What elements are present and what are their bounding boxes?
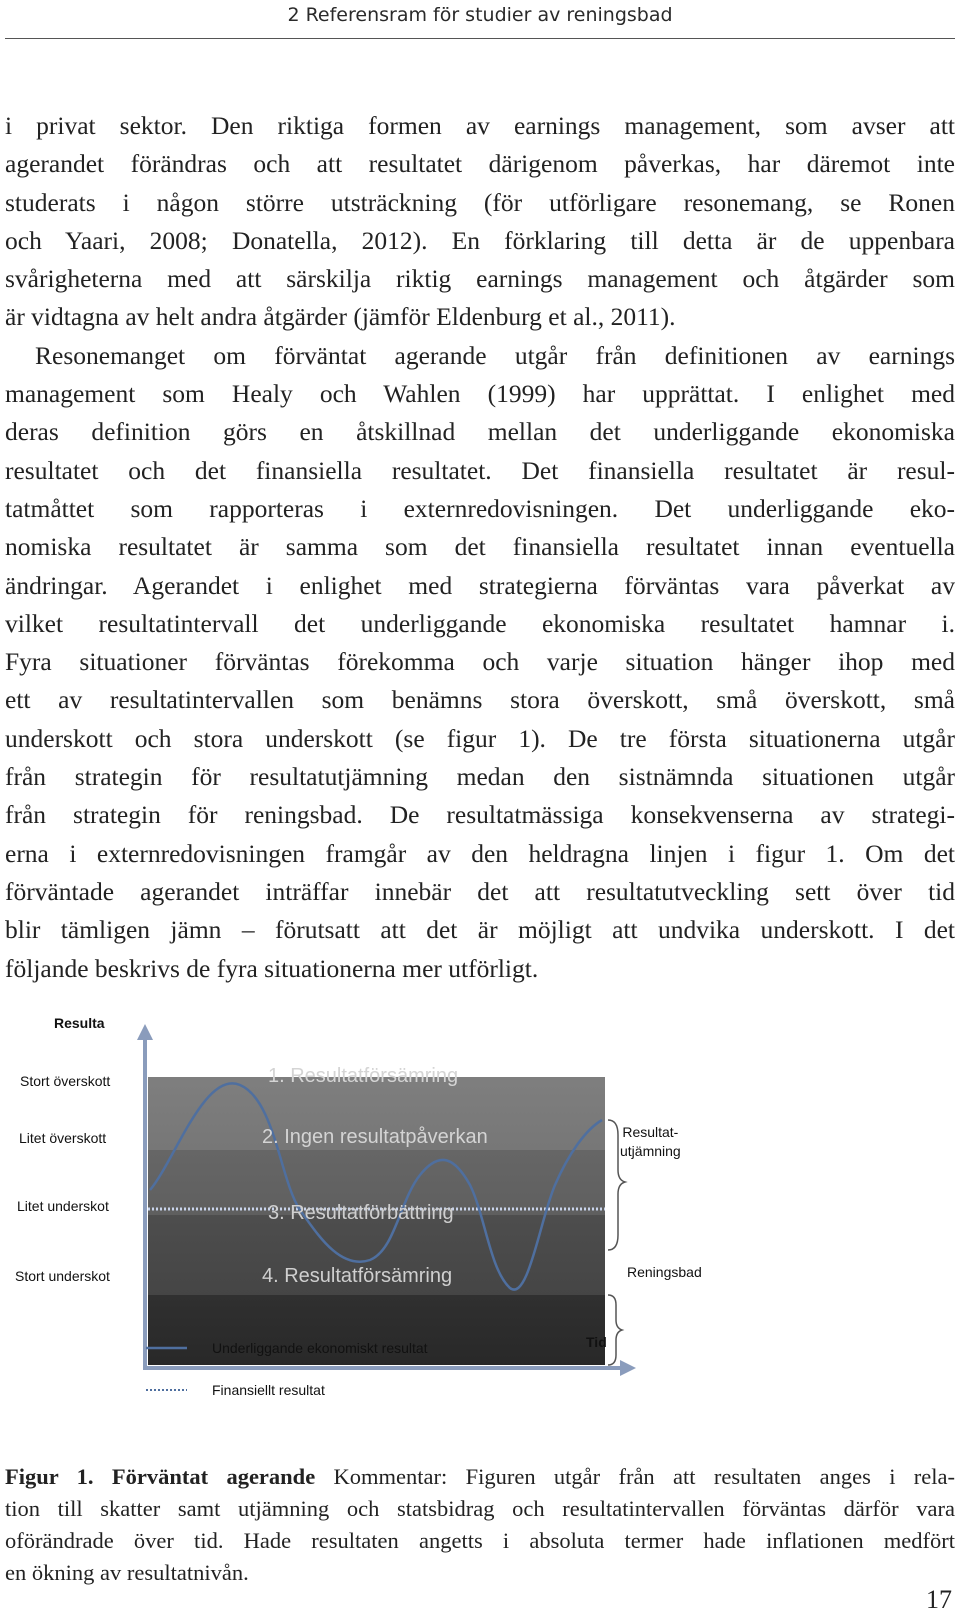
y-level-label: Stort överskott [20,1073,111,1089]
text-line: och Yaari, 2008; Donatella, 2012). En förklaring till detta är de uppenbara [5,225,955,255]
caption-line: en ökning av resultatnivån. [5,1560,249,1585]
big-bath-label: Reningsbad [627,1264,702,1280]
text-line: svårigheterna med att särskilja riktig earnings management och åtgärder som [5,264,955,294]
y-axis-label: Resulta [54,1015,105,1031]
caption-label: Figur 1. Förväntat agerande [5,1464,316,1489]
text-line: Fyra situationer förväntas förekomma och varje situation hänger ihop med [5,647,955,677]
text-line: resultatet och det finansiella resultatet. Det finansiella resultatet är resul- [5,455,955,485]
big-bath-brace [608,1295,622,1365]
y-level-label: Stort underskot [15,1268,110,1284]
y-level-label: Litet överskott [19,1130,107,1146]
band-label: 4. Resultatförsämring [262,1265,453,1287]
figure-caption [5,1461,955,1589]
text-line: i privat sektor. Den riktiga formen av earnings management, som avser att [5,111,955,140]
x-axis-label: Tid [586,1334,607,1350]
caption-line [5,1461,955,1493]
page-number: 17 [926,1585,952,1614]
text-line: underskott och stora underskott (se figur 1). De tre första situationerna utgår [5,723,955,753]
legend-dotted-label: Finansiellt resultat [212,1382,325,1398]
running-header: 2 Referensram för studier av reningsbad [287,4,673,26]
text-line: följande beskrivs de fyra situationerna mer utförligt. [5,953,539,983]
text-line: erna i externredovisningen framgår av den heldragna linjen i figur 1. Om det [5,838,955,868]
text-line: är vidtagna av helt andra åtgärder (jämför Eldenburg et al., 2011). [5,302,676,332]
band-label: 2. Ingen resultatpåverkan [262,1126,488,1148]
smoothing-label-line: Resultat- [622,1124,679,1140]
smoothing-label-line: utjämning [620,1143,681,1159]
caption-line: oförändrade över tid. Hade resultaten angetts i absoluta termer hade inflationen medfört [5,1528,955,1553]
text-line: ett av resultatintervallen som benämns stora överskott, små överskott, små [5,685,955,715]
paragraph-2 [5,337,955,988]
text-line: tatmåttet som rapporteras i externredovisningen. Det underliggande eko- [5,493,955,523]
text-line: nomiska resultatet är samma som det finansiella resultatet innan eventuella [5,532,955,562]
text-line: från strategin för reningsbad. De resultatmässiga konsekvenserna av strategi- [5,800,955,830]
y-axis-arrow [137,1024,153,1040]
caption-line: tion till skatter samt utjämning och statsbidrag och resultatintervallen förväntas därför vara [5,1496,955,1521]
band-label: 3. Resultatförbättring [268,1202,454,1224]
text-line: vilket resultatintervall det underliggande ekonomiska resultatet hamnar i. [5,608,955,638]
y-level-label: Litet underskot [17,1198,109,1214]
smoothing-label [620,1123,681,1161]
legend-solid-label: Underliggande ekonomiskt resultat [212,1340,428,1356]
x-axis-arrow [620,1360,636,1376]
text-line: agerandet förändras och att resultatet därigenom påverkas, har däremot inte [5,149,955,179]
text-line: blir tämligen jämn – förutsatt att det är möjligt att undvika underskott. I det [5,915,955,945]
band-label: 1. Resultatförsämring [268,1065,459,1087]
figure-diagram [0,1010,960,1440]
figure-1 [0,1010,960,1440]
paragraph-1 [5,107,955,337]
text-line: förväntade agerandet inträffar innebär det att resultatutveckling sett över tid [5,876,955,906]
text-line: studerats i någon större utsträckning (för utförligare resonemang, se Ronen [5,187,955,217]
text-line: från strategin för resultatutjämning medan den sistnämnda situationen utgår [5,762,955,792]
header-rule [5,38,955,39]
caption-text: Kommentar: Figuren utgår från att resultaten anges i rela- [315,1464,955,1489]
body-text [5,107,955,988]
text-line: management som Healy och Wahlen (1999) har upprättat. I enlighet med [5,379,955,409]
text-line: deras definition görs en åtskillnad mellan det underliggande ekonomiska [5,417,955,447]
text-line: Resonemanget om förväntat agerande utgår från definitionen av earnings [35,340,955,370]
text-line: ändringar. Agerandet i enlighet med strategierna förväntas vara påverkat av [5,570,955,600]
